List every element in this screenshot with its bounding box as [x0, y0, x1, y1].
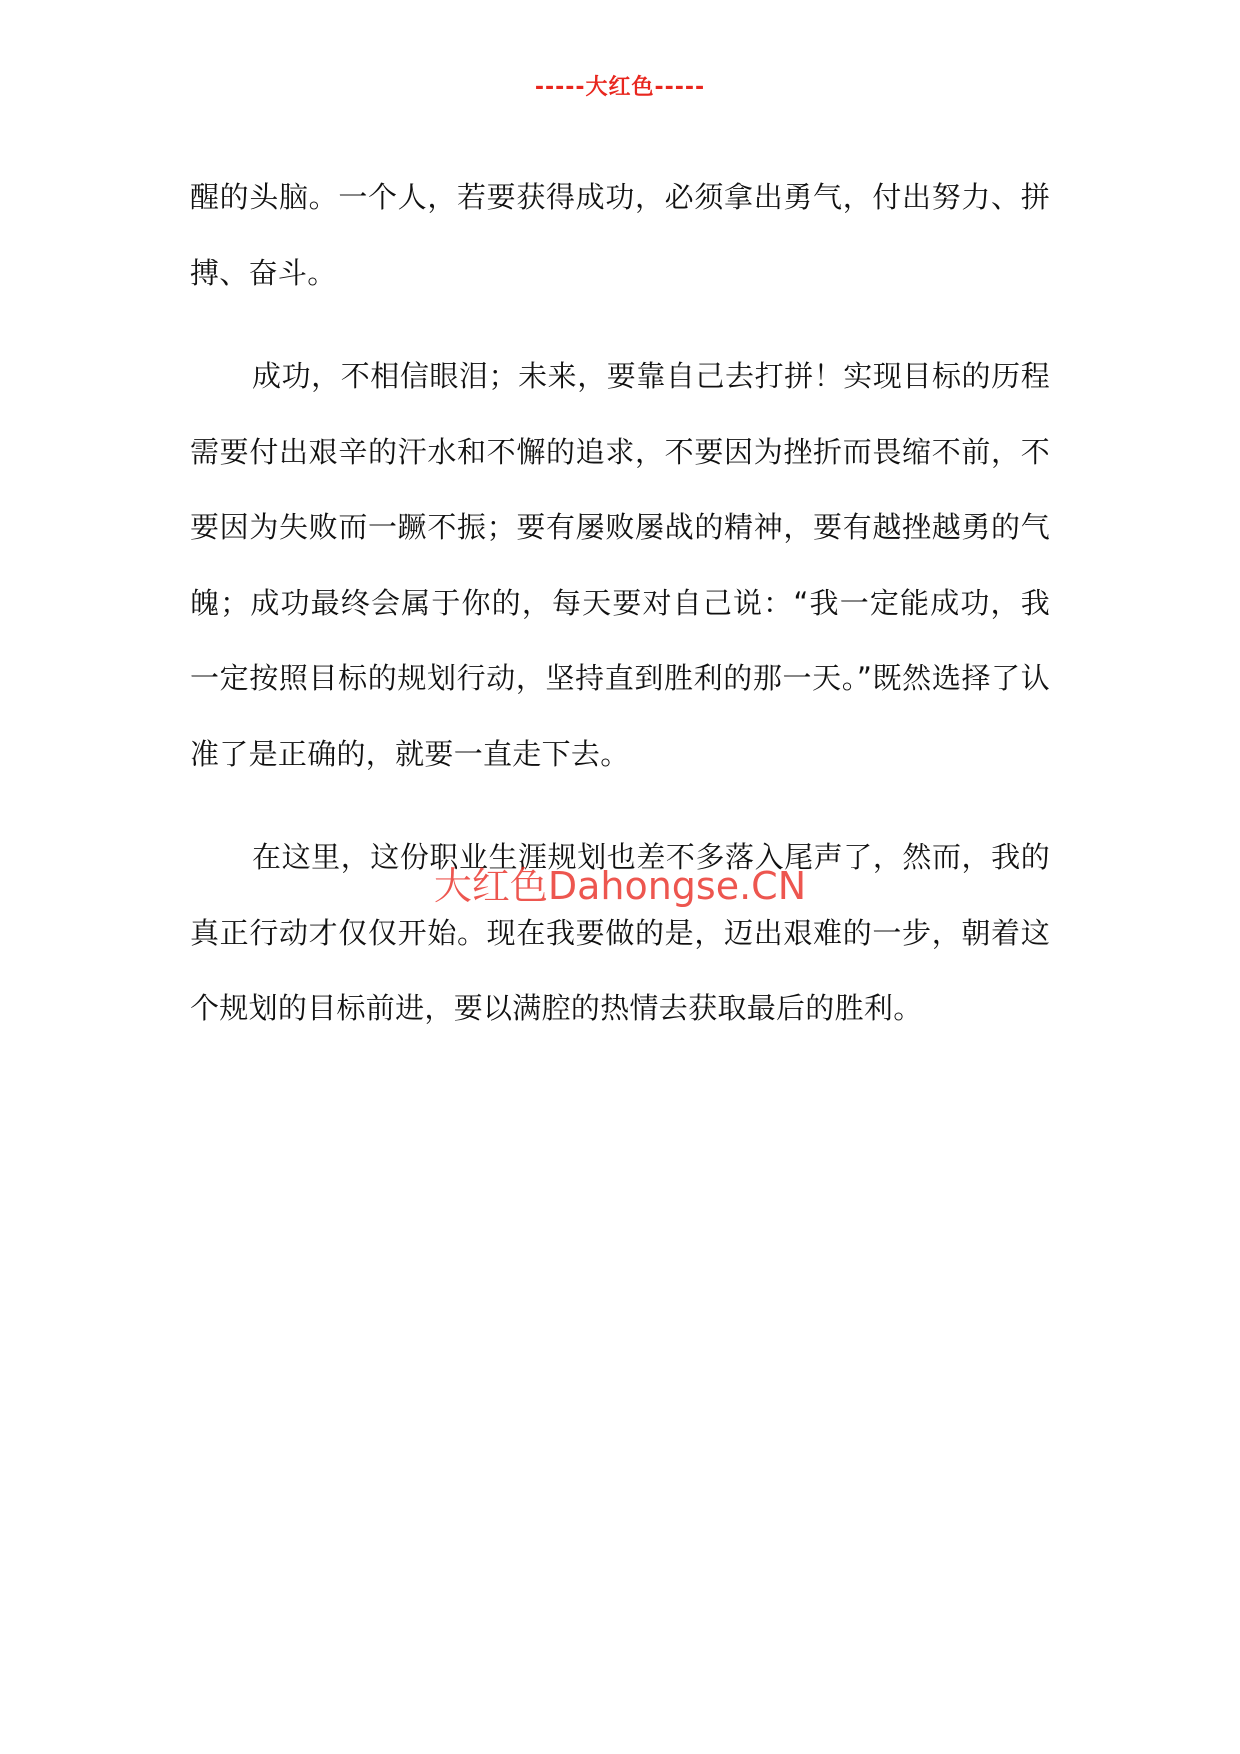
- paragraph-2: 成功，不相信眼泪；未来，要靠自己去打拼！实现目标的历程需要付出艰辛的汗水和不懈的追求，不要因为挫折而畏缩不前，不要因为失败而一蹶不振；要有屡败屡战的精神，要有越挫越勇的气魄；成功最终会属于你的，每天要对自己说：“我一定能成功，我一定按照目标的规划行动，坚持直到胜利的那一天。”既然选择了认准了是正确的，就要一直走下去。: [190, 359, 1050, 771]
- page-header-title: -----大红色-----: [534, 75, 706, 100]
- document-body: [190, 160, 1050, 1047]
- paragraph-1: 醒的头脑。一个人，若要获得成功，必须拿出勇气，付出努力、拼搏、奋斗。: [190, 180, 1050, 290]
- paragraph-3: 在这里，这份职业生涯规划也差不多落入尾声了，然而，我的真正行动才仅仅开始。现在我要做的是，迈出艰难的一步，朝着这个规划的目标前进，要以满腔的热情去获取最后的胜利。: [190, 840, 1050, 1025]
- watermark-text: 大红色Dahongse.CN: [433, 864, 807, 908]
